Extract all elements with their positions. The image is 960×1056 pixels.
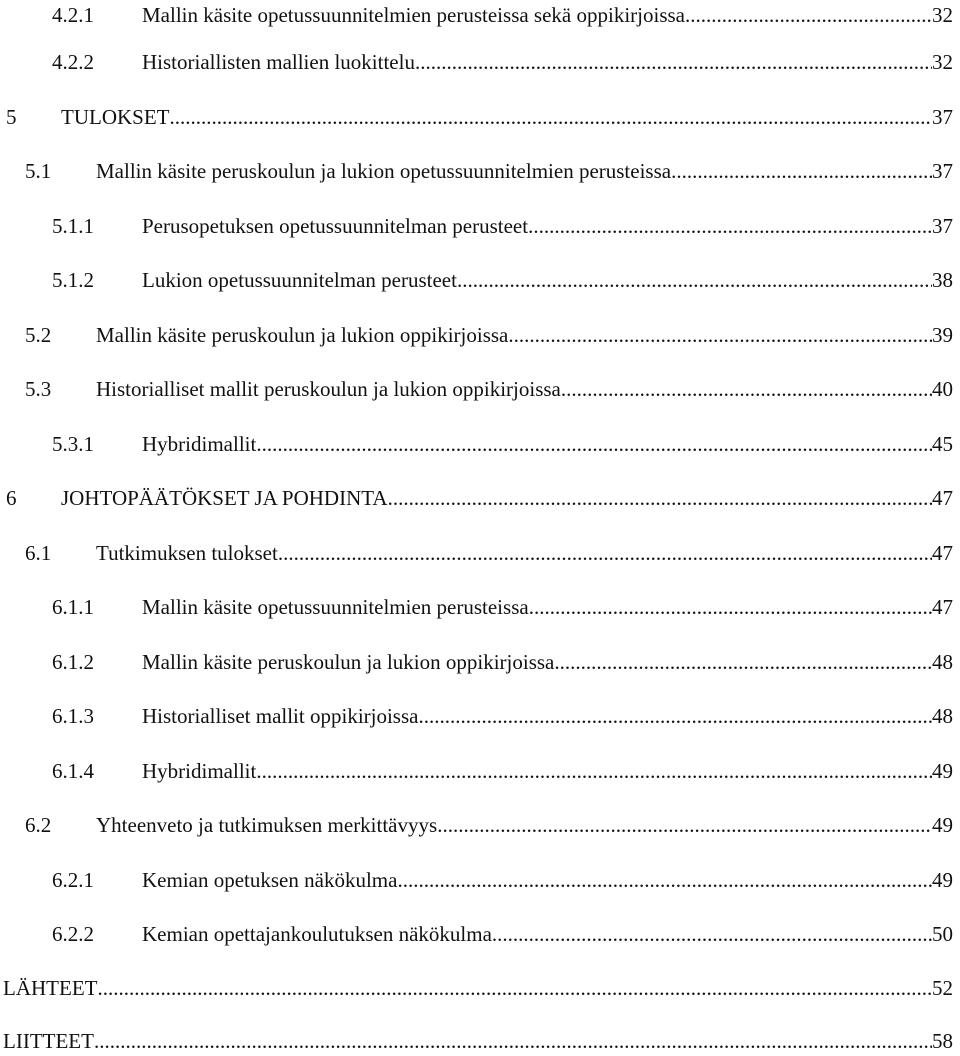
toc-entry-title: Historiallisten mallien luokittelu [142,50,415,74]
toc-entry-number: 6 [6,486,17,510]
toc-entry-title: Mallin käsite opetussuunnitelmien perusteissa [142,595,529,619]
toc-entry-number: 5.1 [25,159,52,183]
toc-entry-title: Kemian opetuksen näkökulma [142,868,398,892]
dot-leader [397,865,932,895]
toc-entry-title: Tutkimuksen tulokset [96,541,278,565]
dot-leader [418,701,932,731]
toc-entry-page: 49 [932,813,953,837]
toc-entry-title: Hybridimallit [142,432,257,456]
toc-entry-number: 5.1.2 [52,268,94,292]
dot-leader [256,429,932,459]
toc-entry-page: 58 [932,1029,953,1053]
toc-entry-number: 5.1.1 [52,214,94,238]
toc-entry-page: 37 [932,105,953,129]
dot-leader [492,919,932,949]
dot-leader [278,538,932,568]
toc-entry-number: 5.3.1 [52,432,94,456]
toc-entry-number: 6.2.1 [52,868,94,892]
toc-entry-number: 6.1.4 [52,759,94,783]
toc-entry-number: 6.1 [25,541,52,565]
toc-entry[interactable] [0,538,953,568]
toc-entry[interactable] [0,102,953,132]
toc-entry-title: LÄHTEET [3,976,98,1000]
toc-entry-page: 32 [932,3,953,27]
toc-entry-line [142,701,953,731]
toc-entry-page: 52 [932,976,953,1000]
toc-entry-page: 49 [932,759,953,783]
dot-leader [97,973,932,1003]
dot-leader [388,483,932,513]
dot-leader [554,647,932,677]
toc-entry-page: 40 [932,377,953,401]
toc-entry-number: 5.2 [25,323,52,347]
toc-entry-line [96,320,953,350]
toc-entry-page: 48 [932,650,953,674]
toc-entry-line [96,810,953,840]
toc-entry-number: 6.1.1 [52,595,94,619]
toc-entry-number: 6.1.2 [52,650,94,674]
toc-entry-title: Mallin käsite peruskoulun ja lukion oppikirjoissa [142,650,555,674]
toc-entry-line [142,756,953,786]
toc-entry-title: TULOKSET [61,105,170,129]
toc-entry[interactable] [0,592,953,622]
toc-entry[interactable] [0,647,953,677]
toc-entry-line [142,865,953,895]
dot-leader [256,756,932,786]
toc-entry-title: Yhteenveto ja tutkimuksen merkittävyys [96,813,438,837]
toc-entry-line [142,0,953,30]
toc-entry-page: 37 [932,159,953,183]
toc-entry[interactable] [0,919,953,949]
toc-entry[interactable] [0,701,953,731]
toc-entry-number: 6.2.2 [52,922,94,946]
toc-entry-title: Mallin käsite peruskoulun ja lukion opetussuunnitelmien perusteissa [96,159,672,183]
dot-leader [528,211,932,241]
toc-entry-line [96,374,953,404]
toc-entry-line [3,973,953,1003]
toc-entry-title: Mallin käsite peruskoulun ja lukion oppikirjoissa [96,323,509,347]
dot-leader [671,156,932,186]
toc-entry-page: 47 [932,595,953,619]
toc-entry-line [142,592,953,622]
toc-entry-page: 48 [932,704,953,728]
toc-entry-page: 32 [932,50,953,74]
toc-entry[interactable] [0,374,953,404]
dot-leader [94,1026,932,1056]
toc-entry[interactable] [0,47,953,77]
toc-entry-title: Hybridimallit [142,759,257,783]
toc-entry-title: Lukion opetussuunnitelman perusteet [142,268,457,292]
toc-entry[interactable] [0,0,953,30]
toc-entry-number: 4.2.2 [52,50,94,74]
toc-entry-line [61,483,953,513]
toc-entry-line [142,265,953,295]
toc-entry-line [3,1026,953,1056]
dot-leader [561,374,932,404]
dot-leader [170,102,933,132]
toc-entry[interactable] [0,865,953,895]
toc-entry-number: 6.1.3 [52,704,94,728]
dot-leader [457,265,932,295]
toc-entry-number: 5.3 [25,377,52,401]
toc-entry-number: 4.2.1 [52,3,94,27]
toc-entry-page: 49 [932,868,953,892]
toc-entry[interactable] [0,973,953,1003]
toc-entry[interactable] [0,211,953,241]
toc-entry[interactable] [0,265,953,295]
toc-entry-line [142,647,953,677]
dot-leader [508,320,932,350]
toc-entry-page: 47 [932,541,953,565]
toc-entry-title: Perusopetuksen opetussuunnitelman perusteet [142,214,529,238]
toc-entry[interactable] [0,1026,953,1056]
toc-entry[interactable] [0,320,953,350]
toc-entry-title: Mallin käsite opetussuunnitelmien perusteissa sekä oppikirjoissa [142,3,685,27]
toc-entry-title: Historialliset mallit peruskoulun ja lukion oppikirjoissa [96,377,561,401]
toc-entry-title: Kemian opettajankoulutuksen näkökulma [142,922,492,946]
toc-entry-line [96,538,953,568]
toc-entry-title: JOHTOPÄÄTÖKSET JA POHDINTA [61,486,388,510]
toc-entry-line [142,919,953,949]
toc-entry-title: LIITTEET [3,1029,94,1053]
toc-entry-page: 45 [932,432,953,456]
toc-entry-page: 39 [932,323,953,347]
toc-entry-line [61,102,953,132]
toc-entry-page: 38 [932,268,953,292]
toc-entry-page: 50 [932,922,953,946]
toc-entry-page: 37 [932,214,953,238]
toc-entry-page: 47 [932,486,953,510]
toc-entry-line [142,211,953,241]
dot-leader [685,0,932,30]
toc-entry-line [96,156,953,186]
toc-entry-line [142,429,953,459]
dot-leader [529,592,932,622]
toc-entry[interactable] [0,429,953,459]
toc-entry-line [142,47,953,77]
toc-entry-number: 5 [6,105,17,129]
toc-entry[interactable] [0,483,953,513]
toc-entry-title: Historialliset mallit oppikirjoissa [142,704,419,728]
dot-leader [437,810,932,840]
dot-leader [415,47,932,77]
toc-entry[interactable] [0,156,953,186]
toc-entry[interactable] [0,810,953,840]
toc-entry[interactable] [0,756,953,786]
toc-entry-number: 6.2 [25,813,52,837]
